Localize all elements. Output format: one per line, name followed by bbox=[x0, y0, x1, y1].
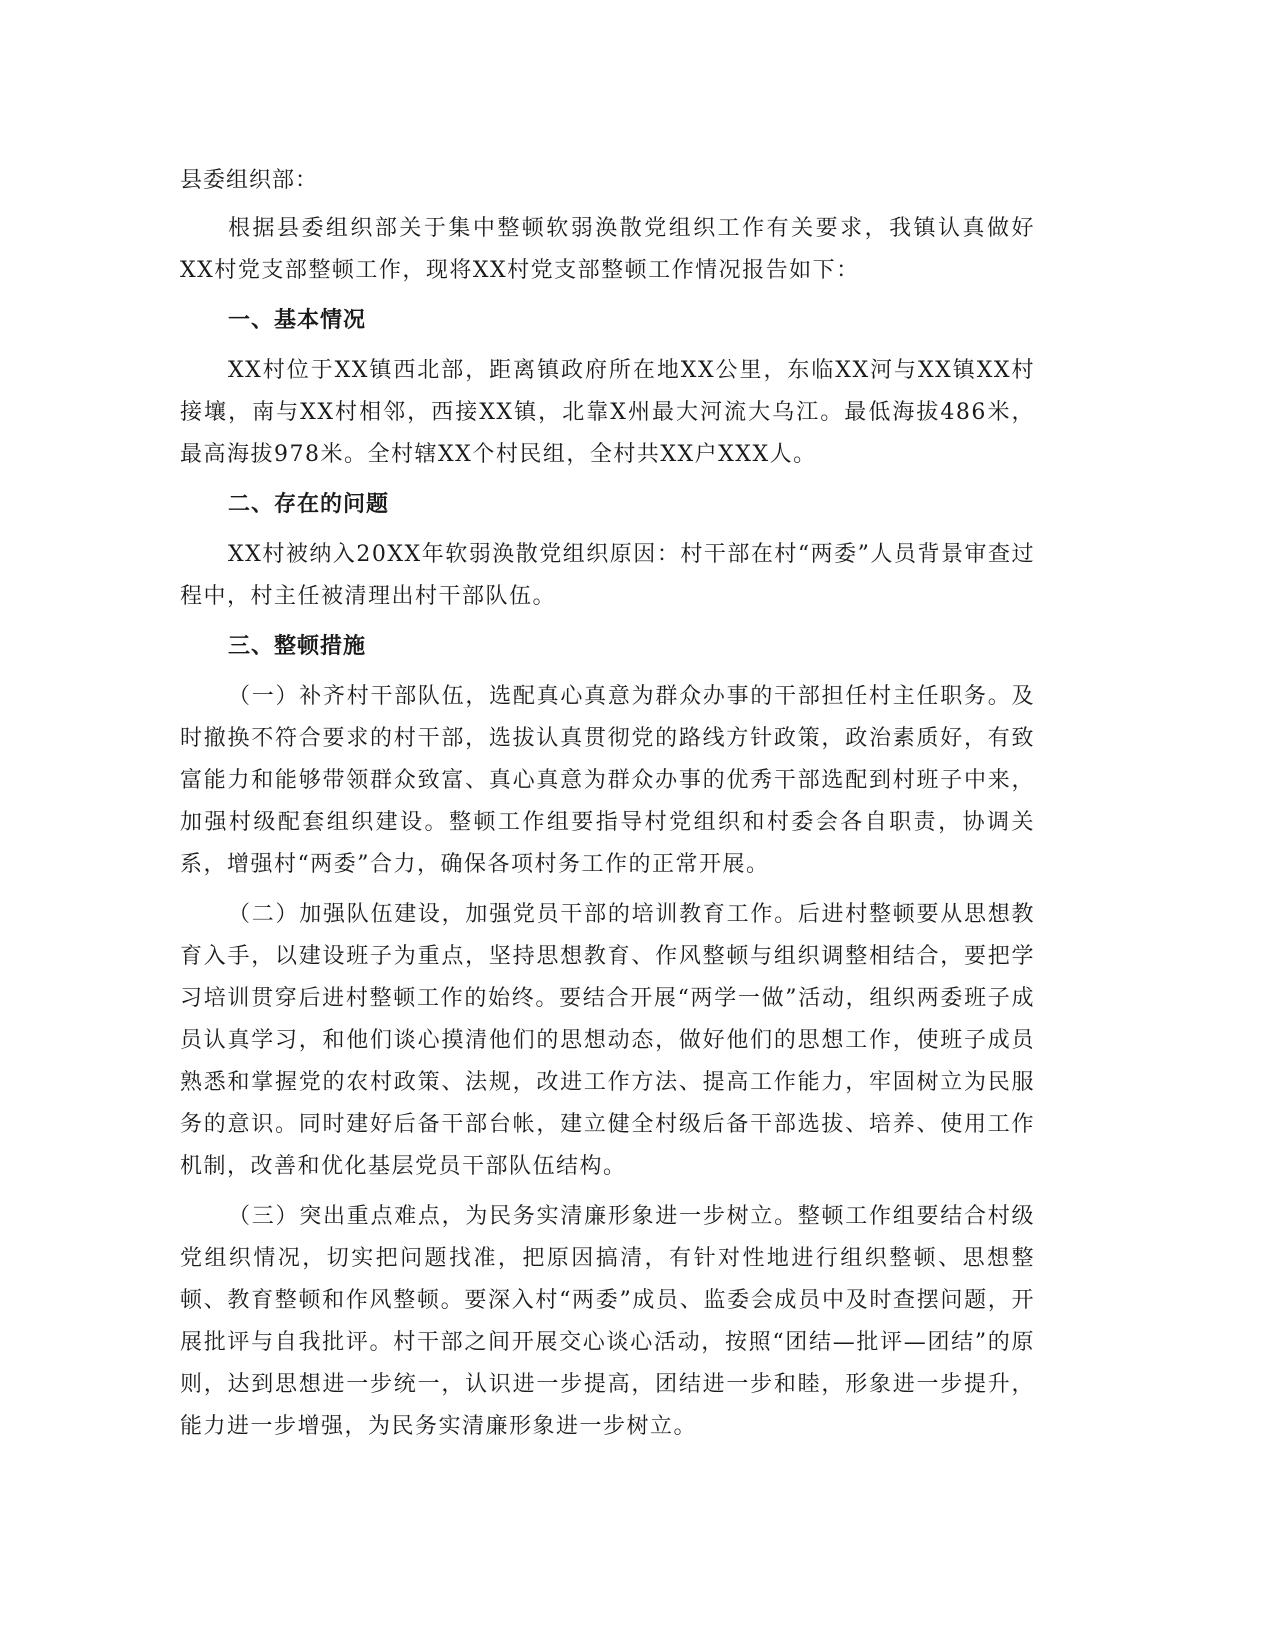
salutation: 县委组织部： bbox=[180, 168, 319, 193]
measure-paragraph-3: （三）突出重点难点，为民务实清廉形象进一步树立。整顿工作组要结合村级党组织情况，切实把问题找准，把原因搞清，有针对性地进行组织整顿、思想整顿、教育整顿和作风整顿。要深入村“两委”成员、监委会成员中及时查摆问题，开展批评与自我批评。村干部之间开展交心谈心活动，按照“团结—批评—团结”的原则，达到思想进一步统一，认识进一步提高，团结进一步和睦，形象进一步提升，能力进一步增强，为民务实清廉形象进一步树立。 bbox=[180, 1204, 1035, 1439]
section-heading-rectification-measures: 三、整顿措施 bbox=[228, 634, 367, 659]
section-heading-existing-problems: 二、存在的问题 bbox=[228, 492, 390, 517]
existing-problems-paragraph: XX村被纳入20XX年软弱涣散党组织原因：村干部在村“两委”人员背景审查过程中，村主任被清理出村干部队伍。 bbox=[180, 542, 1035, 609]
measure-paragraph-1: （一）补齐村干部队伍，选配真心真意为群众办事的干部担任村主任职务。及时撤换不符合要求的村干部，选拔认真贯彻党的路线方针政策，政治素质好，有致富能力和能够带领群众致富、真心真意为群众办事的优秀干部选配到村班子中来，加强村级配套组织建设。整顿工作组要指导村党组织和村委会各自职责，协调关系，增强村“两委”合力，确保各项村务工作的正常开展。 bbox=[180, 684, 1035, 877]
intro-paragraph: 根据县委组织部关于集中整顿软弱涣散党组织工作有关要求，我镇认真做好XX村党支部整顿工作，现将XX村党支部整顿工作情况报告如下： bbox=[180, 216, 1035, 283]
section-heading-basic-situation: 一、基本情况 bbox=[228, 308, 367, 333]
document-body bbox=[180, 160, 1035, 1456]
basic-situation-paragraph: XX村位于XX镇西北部，距离镇政府所在地XX公里，东临XX河与XX镇XX村接壤，南与XX村相邻，西接XX镇，北靠X州最大河流大乌江。最低海拔486米，最高海拔978米。全村辖XX个村民组，全村共XX户XXX人。 bbox=[180, 358, 1035, 467]
measure-paragraph-2: （二）加强队伍建设，加强党员干部的培训教育工作。后进村整顿要从思想教育入手，以建设班子为重点，坚持思想教育、作风整顿与组织调整相结合，要把学习培训贯穿后进村整顿工作的始终。要结合开展“两学一做”活动，组织两委班子成员认真学习，和他们谈心摸清他们的思想动态，做好他们的思想工作，使班子成员熟悉和掌握党的农村政策、法规，改进工作方法、提高工作能力，牢固树立为民服务的意识。同时建好后备干部台帐，建立健全村级后备干部选拔、培养、使用工作机制，改善和优化基层党员干部队伍结构。 bbox=[180, 902, 1035, 1179]
